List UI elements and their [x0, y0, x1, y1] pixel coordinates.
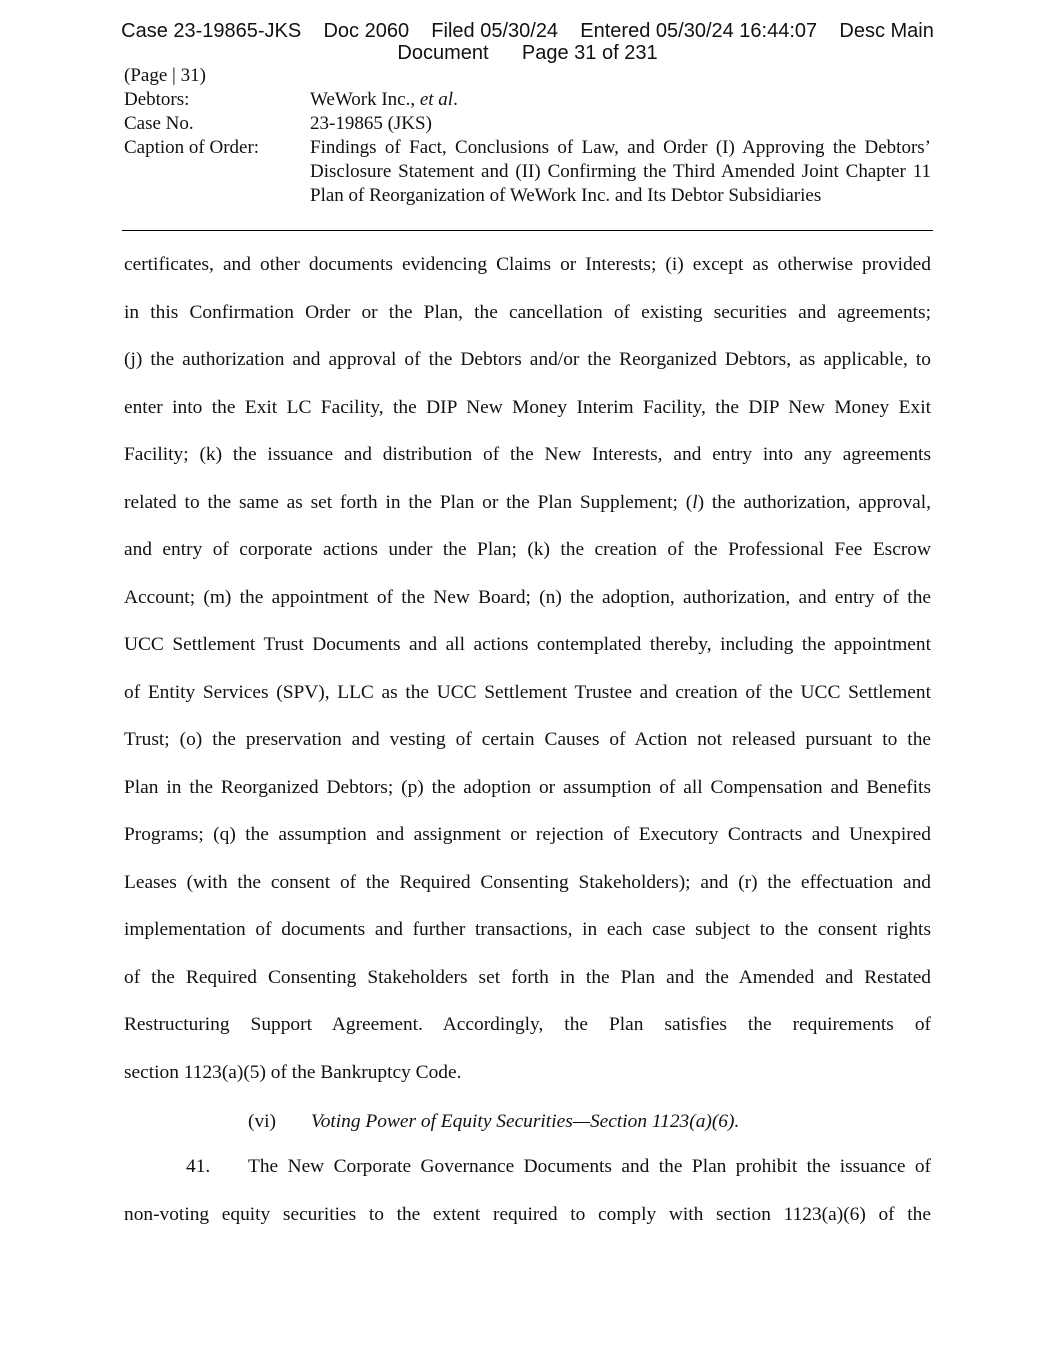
- caption-divider: [122, 230, 933, 231]
- filing-header-line: Case 23-19865-JKS Doc 2060 Filed 05/30/24 Entered 05/30/24 16:44:07 Desc Main: [121, 20, 934, 42]
- body-line: Plan in the Reorganized Debtors; (p) the adoption or assumption of all Compensation and Benefits: [124, 776, 931, 798]
- body-line: (j) the authorization and approval of the Debtors and/or the Reorganized Debtors, as applicable, to: [124, 349, 931, 370]
- body-line: section 1123(a)(5) of the Bankruptcy Code.: [124, 1061, 462, 1083]
- body-line: enter into the Exit LC Facility, the DIP New Money Interim Facility, the DIP New Money Exit: [124, 396, 931, 418]
- body-line: Restructuring Support Agreement. Accordingly, the Plan satisfies the requirements of: [124, 1014, 931, 1035]
- caption-of-order-label: Caption of Order:: [124, 137, 260, 158]
- section-number: (vi): [248, 1111, 276, 1132]
- order-caption: [124, 64, 931, 208]
- filing-page-line: Document Page 31 of 231: [397, 42, 658, 64]
- body-line: related to the same as set forth in the Plan or the Plan Supplement; (l) the authorization, approval,: [124, 491, 932, 513]
- case-no-value: 23-19865 (JKS): [310, 113, 432, 134]
- body-line: and entry of corporate actions under the Plan; (k) the creation of the Professional Fee Escrow: [124, 539, 931, 560]
- caption-of-order-value: Findings of Fact, Conclusions of Law, and Order (I) Approving the Debtors’ Disclosure Statement and (II) Confirming the Third Amended Joint Chapter 11 Plan of Reorganization of WeWork Inc. and Its Debtor Subsidiaries: [310, 137, 931, 206]
- caption-page: (Page | 31): [124, 65, 206, 86]
- body-line: Programs; (q) the assumption and assignment or rejection of Executory Contracts and Unexpired: [124, 824, 931, 845]
- case-no-label: Case No.: [124, 113, 194, 134]
- body-line: of Entity Services (SPV), LLC as the UCC Settlement Trustee and creation of the UCC Settlement: [124, 681, 931, 703]
- section-heading: [248, 1098, 739, 1146]
- body-line: in this Confirmation Order or the Plan, the cancellation of existing securities and agreements;: [124, 301, 931, 323]
- body-line: of the Required Consenting Stakeholders set forth in the Plan and the Amended and Restated: [124, 966, 931, 988]
- paragraph-number: 41.: [186, 1156, 211, 1177]
- body-line: Account; (m) the appointment of the New Board; (n) the adoption, authorization, and entry of the: [124, 586, 931, 608]
- court-filing-stamp: [0, 20, 1055, 64]
- body-line: Leases (with the consent of the Required Consenting Stakeholders); and (r) the effectuation and: [124, 871, 931, 893]
- body-line: Facility; (k) the issuance and distribution of the New Interests, and entry into any agreements: [124, 444, 931, 465]
- body-line: implementation of documents and further transactions, in each case subject to the consent rights: [124, 919, 931, 940]
- debtors-value: WeWork Inc., et al.: [310, 89, 458, 110]
- debtors-label: Debtors:: [124, 89, 190, 110]
- body-paragraph: [124, 241, 931, 1096]
- section-title: Voting Power of Equity Securities—Section 1123(a)(6).: [311, 1111, 740, 1132]
- paragraph-41-line-2: non-voting equity securities to the extent required to comply with section 1123(a)(6) of the: [124, 1203, 931, 1225]
- paragraph-41: [124, 1143, 931, 1238]
- paragraph-41-line-1: 41. The New Corporate Governance Documents and the Plan prohibit the issuance of: [124, 1143, 931, 1191]
- body-line: certificates, and other documents evidencing Claims or Interests; (i) except as otherwise provided: [124, 254, 931, 275]
- body-line: Trust; (o) the preservation and vesting of certain Causes of Action not released pursuant to the: [124, 729, 931, 750]
- body-line: UCC Settlement Trust Documents and all actions contemplated thereby, including the appointment: [124, 634, 931, 655]
